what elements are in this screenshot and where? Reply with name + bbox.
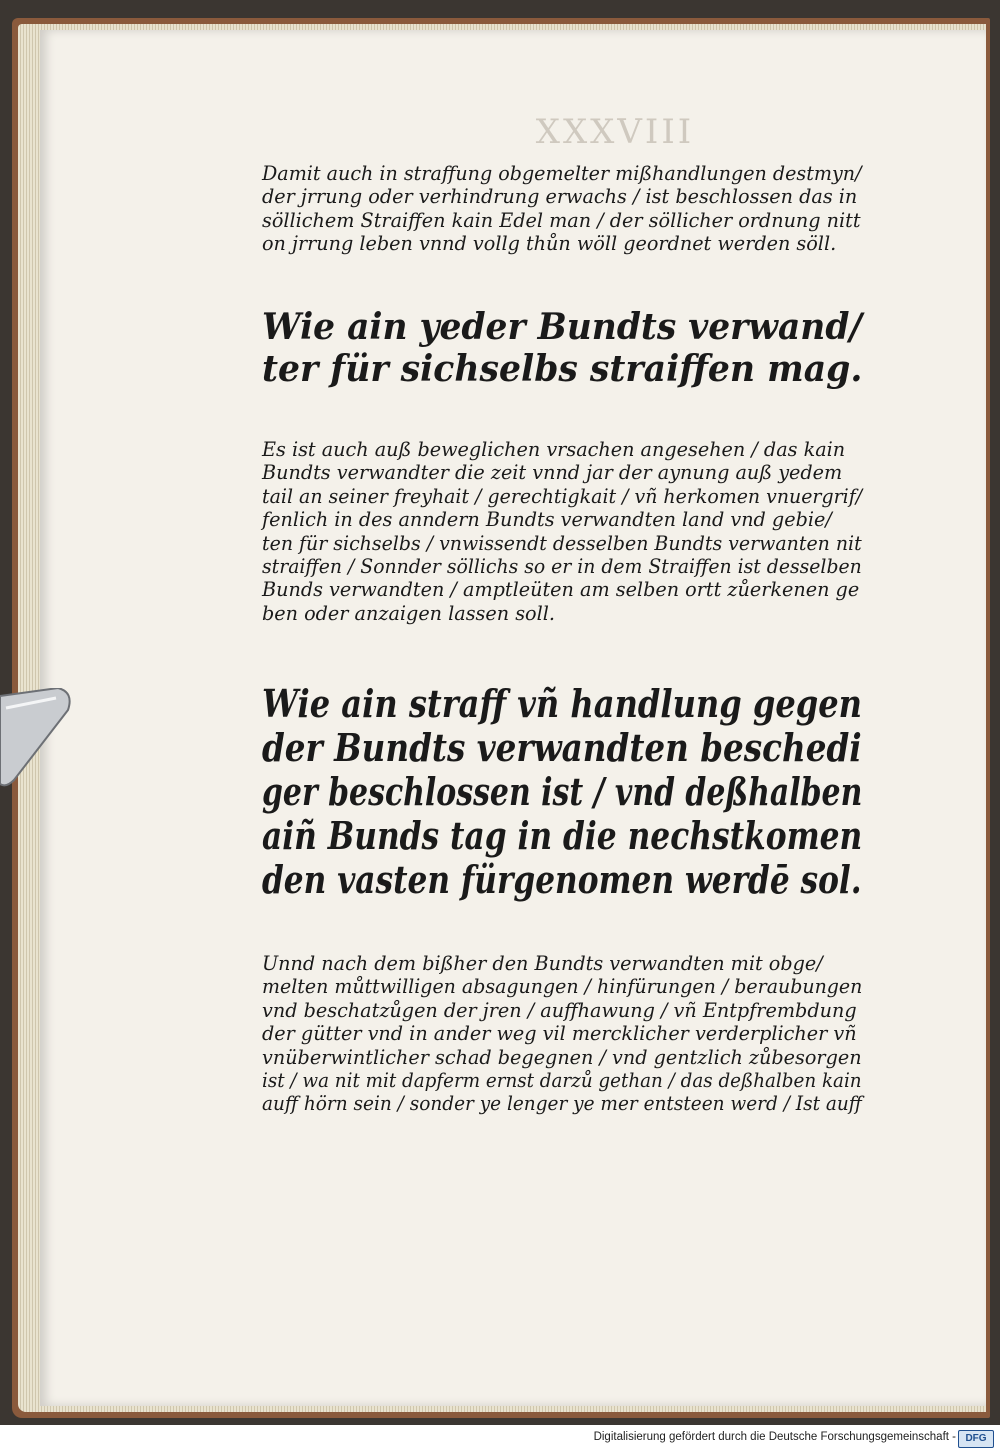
text-line: vnüberwintlicher schad begegnen / vnd gentzlich zůbesorgen (262, 1045, 862, 1069)
text-line: ten für sichselbs / vnwissendt desselben Bundts verwanten nit (262, 531, 862, 555)
section-heading-2 (262, 682, 862, 902)
heading-line: Wie ain straff vñ handlung gegen (262, 681, 863, 726)
heading-line: der Bundts verwandten beschedi (262, 725, 862, 770)
text-line: der gütter vnd in ander weg vil mercklicher verderplicher vñ (262, 1022, 857, 1046)
running-head-folio: XXXVIII (535, 112, 695, 152)
funding-credit: Digitalisierung gefördert durch die Deutsche Forschungsgemeinschaft - (593, 1431, 956, 1443)
text-line: Es ist auch auß beweglichen vrsachen angesehen / das kain (262, 438, 846, 461)
text-line: ben oder anzaigen lassen soll. (262, 601, 555, 625)
text-line: ist / wa nit mit dapferm ernst darzů gethan / das deßhalben kain (262, 1069, 862, 1093)
text-line: vnd beschatzůgen der jren / auffhawung / vñ Entpfrembdung (262, 998, 857, 1022)
section-heading-1 (262, 306, 862, 390)
text-line: der jrrung oder verhindrung erwachs / ist beschlossen das in (262, 185, 858, 209)
paragraph-1 (262, 162, 862, 256)
heading-line: den vasten fürgenomen werdē sol. (262, 857, 862, 902)
heading-line: ter für sichselbs straiffen mag. (262, 348, 863, 390)
page-holder-clip (0, 688, 74, 788)
text-line: tail an seiner freyhait / gerechtigkait / vñ herkomen vnuergrif/ (262, 484, 863, 508)
heading-line: Wie ain yeder Bundts verwand/ (262, 306, 862, 348)
paragraph-2 (262, 438, 862, 625)
paragraph-3 (262, 952, 862, 1116)
dfg-logo[interactable]: DFG (958, 1430, 994, 1448)
text-line: melten můttwilligen absagungen / hinfürungen / beraubungen (262, 975, 863, 999)
text-line: söllichem Straiffen kain Edel man / der söllicher ordnung nitt (262, 208, 861, 232)
text-line: Unnd nach dem bißher den Bundts verwandten mit obge/ (262, 952, 823, 975)
text-line: on jrrung leben vnnd vollg thůn wöll geordnet werden söll. (262, 232, 837, 256)
footer-bar (0, 1425, 1000, 1451)
text-line: straiffen / Sonnder söllichs so er in dem Straiffen ist desselben (262, 555, 862, 579)
heading-line: aiñ Bunds tag in die nechstkomen (262, 813, 863, 858)
text-line: auff hörn sein / sonder ye lenger ye mer entsteen werd / Ist auff (262, 1092, 862, 1116)
text-line: fenlich in des anndern Bundts verwandten land vnd gebie/ (262, 508, 832, 532)
text-line: Bundts verwandter die zeit vnnd jar der aynung auß yedem (262, 461, 843, 485)
text-line: Bunds verwandten / amptleüten am selben ortt zůerkenen ge (262, 578, 860, 602)
text-line: Damit auch in straffung obgemelter mißhandlungen destmyn/ (262, 162, 862, 185)
heading-line: ger beschlossen ist / vnd deßhalben (262, 769, 863, 814)
